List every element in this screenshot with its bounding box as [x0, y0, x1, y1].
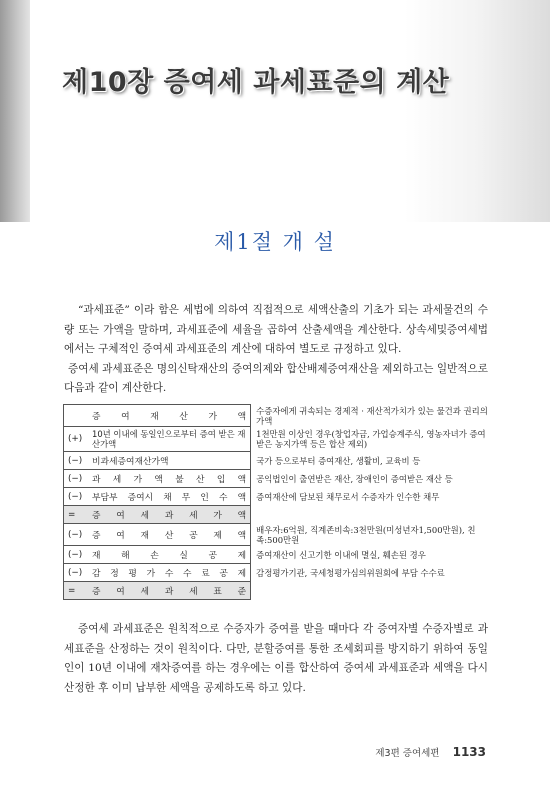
table-row [64, 488, 493, 506]
row-description: 감정평가기관, 국세청평가심의위원회에 부담 수수료 [256, 567, 445, 578]
row-operator: = [68, 585, 76, 596]
row-description: 증여재산에 담보된 채무로서 수증자가 인수한 채무 [256, 491, 440, 502]
row-operator: (−) [68, 567, 83, 578]
row-description: 증여재산이 신고기한 이내에 멸실, 훼손된 경우 [256, 549, 426, 560]
side-tab-decoration [0, 0, 30, 222]
table-row [64, 427, 493, 452]
table-row [64, 582, 493, 600]
chapter-header-band [30, 0, 550, 222]
chapter-title: 제10장 증여세 과세표준의 계산 [62, 67, 450, 98]
row-description [251, 506, 493, 524]
row-operator: (−) [68, 473, 83, 484]
row-label: 비과세증여재산가액 [92, 457, 169, 467]
section-title: 제1절 개 설 [214, 230, 336, 254]
row-label-cell [64, 582, 251, 600]
table-row [64, 506, 493, 524]
intro-paragraph [64, 301, 488, 399]
table-row [64, 546, 493, 564]
row-label: 재 해 손 실 공 제 [92, 551, 247, 561]
row-label-cell [64, 405, 251, 427]
row-label: 증 여 세 과 세 가 액 [92, 511, 247, 521]
row-label-cell [64, 524, 251, 546]
page-footer [375, 741, 486, 760]
row-description: 국가 등으로부터 증여재산, 생활비, 교육비 등 [256, 455, 421, 466]
row-description [251, 582, 493, 600]
row-operator: (−) [68, 529, 83, 540]
table-row [64, 405, 493, 427]
row-operator: = [68, 509, 76, 520]
intro-text: “과세표준” 이라 함은 세법에 의하여 직접적으로 세액산출의 기초가 되는 과세물건의 수량 또는 가액을 말하며, 과세표준에 세율을 곱하여 산출세액을 계산한다. 상속세및증여세법에서는 구체적인 증여세 과세표준의 계산에 대하여 별도로 규정하고 있다. [64, 304, 488, 356]
row-operator: (+) [68, 434, 83, 444]
row-label-cell [64, 506, 251, 524]
row-label-cell [64, 564, 251, 582]
row-operator: (−) [68, 491, 83, 502]
row-label: 과 세 가 액 불 산 입 액 [92, 475, 247, 485]
row-description: 1천만원 이상인 경우(창업자금, 가업승계주식, 영농자녀가 증여받은 농지가액 등은 합산 제외) [256, 429, 486, 449]
method-text: 증여세 과세표준은 명의신탁재산의 증여의제와 합산배제증여재산을 제외하고는 일반적으로 다음과 같이 계산한다. [64, 362, 488, 395]
row-operator: (−) [68, 549, 83, 560]
tax-base-calculation-table [63, 404, 493, 600]
table-row [64, 564, 493, 582]
row-label: 부담부 증여시 채 무 인 수 액 [92, 493, 247, 503]
row-label: 증 여 재 산 공 제 액 [92, 531, 247, 541]
row-label: 증 여 재 산 가 액 [92, 412, 247, 422]
row-description: 배우자:6억원, 직계존비속:3천만원(미성년자1,500만원), 친족:500만원 [256, 524, 476, 545]
row-label-cell [64, 427, 251, 452]
row-label-cell [64, 452, 251, 470]
row-label-cell [64, 546, 251, 564]
table-row [64, 470, 493, 488]
row-label: 10년 이내에 동일인으로부터 증여 받은 재산가액 [92, 429, 246, 449]
closing-paragraph: 증여세 과세표준은 원칙적으로 수증자가 증여를 받을 때마다 각 증여자별 수증자별로 과세표준을 산정하는 것이 원칙이다. 다만, 분할증여를 통한 조세회피를 방지하기 위하여 동일인이 10년 이내에 재차증여를 하는 경우에는 이를 합산하여 증여세 과세표준과 세액을 다시 산정한 후 이미 납부한 세액을 공제하도록 하고 있다. [64, 623, 488, 694]
table-row [64, 524, 493, 546]
page-number: 1133 [452, 745, 486, 759]
row-label-cell [64, 470, 251, 488]
row-label: 증 여 세 과 세 표 준 [92, 587, 247, 597]
row-description: 공익법인이 출연받은 재산, 장애인이 증여받은 재산 등 [256, 473, 453, 484]
table-row [64, 452, 493, 470]
part-label: 제3편 증여세편 [375, 748, 440, 759]
row-label-cell [64, 488, 251, 506]
row-label: 감 정 평 가 수 수 료 공 제 [92, 569, 247, 579]
row-operator: (−) [68, 455, 83, 466]
row-description: 수증자에게 귀속되는 경제적 · 재산적가치가 있는 물건과 권리의 가액 [256, 405, 488, 426]
